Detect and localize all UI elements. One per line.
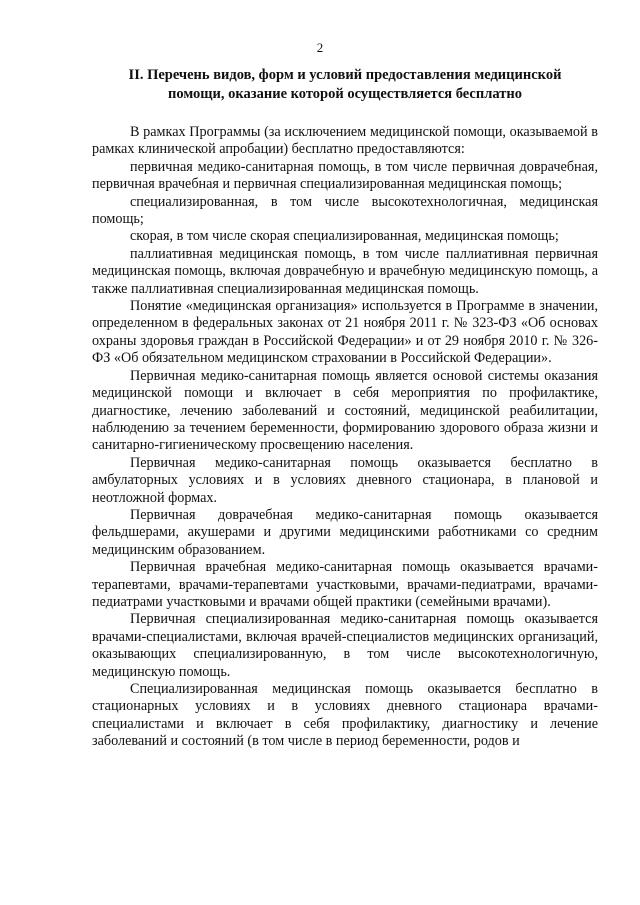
paragraph: Первичная врачебная медико-санитарная помощь оказывается врачами-терапевтами, врачами-терапевтами участковыми, врачами-педиатрами, врачами-педиатрами участковыми и врачами общей практики (семейными врачами).	[92, 559, 598, 610]
paragraph: первичная медико-санитарная помощь, в том числе первичная доврачебная, первичная врачебная и первичная специализированная медицинская помощь;	[92, 158, 598, 193]
paragraph: Первичная доврачебная медико-санитарная помощь оказывается фельдшерами, акушерами и другими медицинскими работниками со средним медицинским образованием.	[92, 506, 598, 558]
paragraph: специализированная, в том числе высокотехнологичная, медицинская помощь;	[92, 193, 598, 228]
paragraph: Понятие «медицинская организация» используется в Программе в значении, определенном в федеральных законах от 21 ноября 2011 г. № 323-ФЗ «Об основах охраны здоровья граждан в Российской Федерации» и от 29 ноября 2010 г. № 326-ФЗ «Об обязательном медицинском страховании в Российской Федерации».	[92, 298, 598, 367]
body-text	[92, 124, 598, 751]
paragraph: скорая, в том числе скорая специализированная, медицинская помощь;	[130, 228, 559, 245]
paragraph: Первичная медико-санитарная помощь оказывается бесплатно в амбулаторных условиях и в условиях дневного стационара, в плановой и неотложной формах.	[92, 454, 598, 506]
paragraph: Первичная специализированная медико-санитарная помощь оказывается врачами-специалистами, включая врачей-специалистов медицинских организаций, оказывающих специализированную, в том числе высокотехнологичную, медицинскую помощь.	[92, 611, 598, 680]
page-number: 2	[316, 40, 324, 55]
paragraph: В рамках Программы (за исключением медицинской помощи, оказываемой в рамках клинической апробации) бесплатно предоставляются:	[92, 124, 598, 158]
section-heading: II. Перечень видов, форм и условий предоставления медицинской помощи, оказание которой осуществляется бесплатно	[128, 67, 562, 102]
paragraph: Специализированная медицинская помощь оказывается бесплатно в стационарных условиях и в условиях дневного стационара врачами-специалистами и включает в себя профилактику, диагностику и лечение заболеваний и состояний (в том числе в период беременности, родов и	[92, 681, 598, 750]
paragraph: паллиативная медицинская помощь, в том числе паллиативная первичная медицинская помощь, включая доврачебную и врачебную медицинскую помощь, а также паллиативная специализированная медицинская помощь.	[92, 245, 598, 297]
paragraph: Первичная медико-санитарная помощь является основой системы оказания медицинской помощи и включает в себя мероприятия по профилактике, диагностике, лечению заболеваний и состояний, медицинской реабилитации, наблюдению за течением беременности, формированию здорового образа жизни и санитарно-гигиеническому просвещению населения.	[92, 367, 598, 454]
